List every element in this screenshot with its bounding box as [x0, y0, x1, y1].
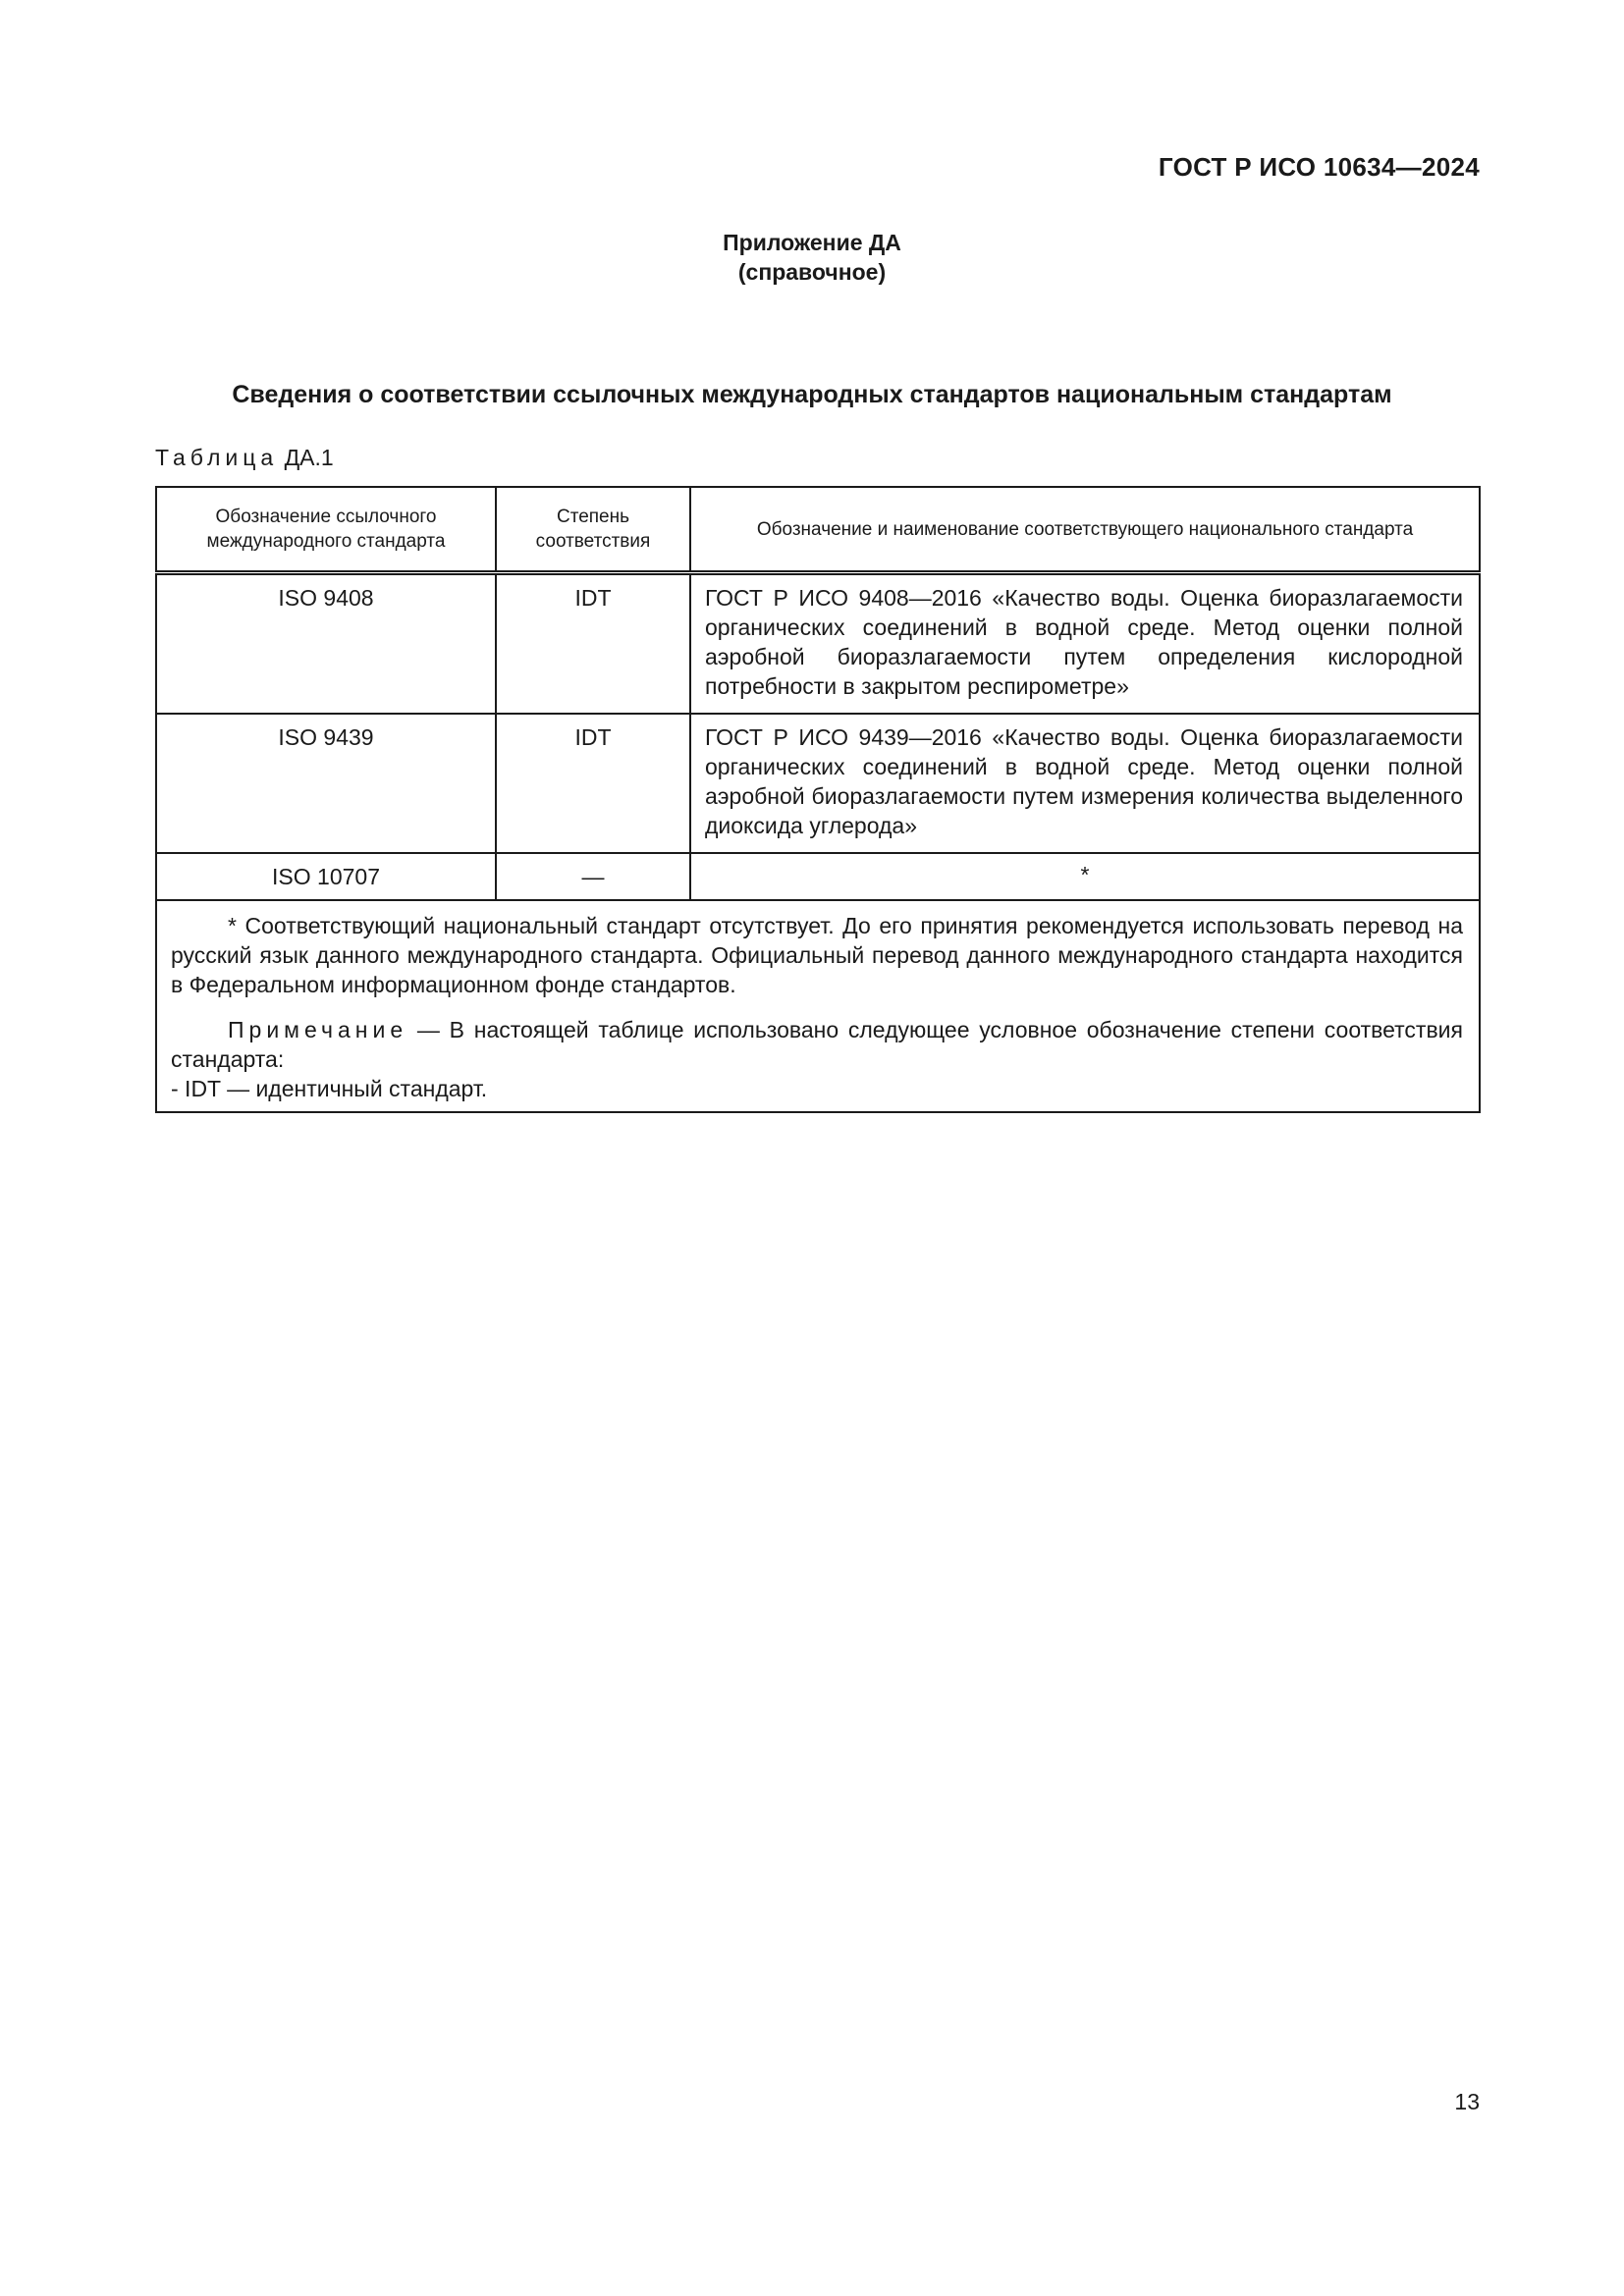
header-degree: Степень соответствия — [496, 487, 690, 573]
international-code: ISO 9439 — [156, 714, 496, 853]
table-row — [156, 714, 1480, 853]
table-footnote: * Соответствующий национальный стандарт отсутствует. До его принятия рекомендуется использовать перевод на русский язык данного международного стандарта. Официальный перевод данного международного стандарта находится в Федеральном информационном фонде стандартов. — [171, 913, 1463, 997]
table-notes-row — [156, 900, 1480, 1112]
national-standard: ГОСТ Р ИСО 9408—2016 «Качество воды. Оценка биоразлагаемости органических соединений в водной среде. Метод оценки полной аэробной биоразлагаемости путем определения кислородной потребности в закрытом респирометре» — [690, 573, 1480, 715]
correspondence-table — [155, 486, 1481, 1113]
table-header-row — [156, 487, 1480, 573]
page-number: 13 — [1454, 2089, 1480, 2114]
table-caption-label: Таблица — [155, 445, 279, 470]
note-text: — В настоящей таблице использовано следующее условное обозначение степени соответствия стандарта: — [171, 1017, 1463, 1072]
table-caption-number: ДА.1 — [284, 445, 334, 470]
table-notes — [156, 900, 1480, 1112]
appendix-heading — [0, 228, 1624, 287]
degree-value: IDT — [496, 573, 690, 715]
national-standard: * — [690, 853, 1480, 900]
international-code: ISO 10707 — [156, 853, 496, 900]
table-note — [171, 1015, 1463, 1103]
national-standard: ГОСТ Р ИСО 9439—2016 «Качество воды. Оценка биоразлагаемости органических соединений в водной среде. Метод оценки полной аэробной биоразлагаемости путем измерения количества выделенного диоксида углерода» — [690, 714, 1480, 853]
section-title: Сведения о соответствии ссылочных международных стандартов национальным стандартам — [232, 381, 1392, 408]
header-national: Обозначение и наименование соответствующего национального стандарта — [690, 487, 1480, 573]
degree-value: IDT — [496, 714, 690, 853]
appendix-type: (справочное) — [737, 259, 887, 285]
degree-value: — — [496, 853, 690, 900]
international-code: ISO 9408 — [156, 573, 496, 715]
document-code: ГОСТ Р ИСО 10634—2024 — [1158, 152, 1480, 182]
table-row — [156, 573, 1480, 715]
note-item: - IDT — идентичный стандарт. — [171, 1076, 488, 1101]
appendix-title: Приложение ДА — [723, 230, 901, 255]
note-label: Примечание — [228, 1017, 408, 1042]
header-international: Обозначение ссылочного международного стандарта — [156, 487, 496, 573]
table-caption — [155, 445, 334, 471]
table-row — [156, 853, 1480, 900]
